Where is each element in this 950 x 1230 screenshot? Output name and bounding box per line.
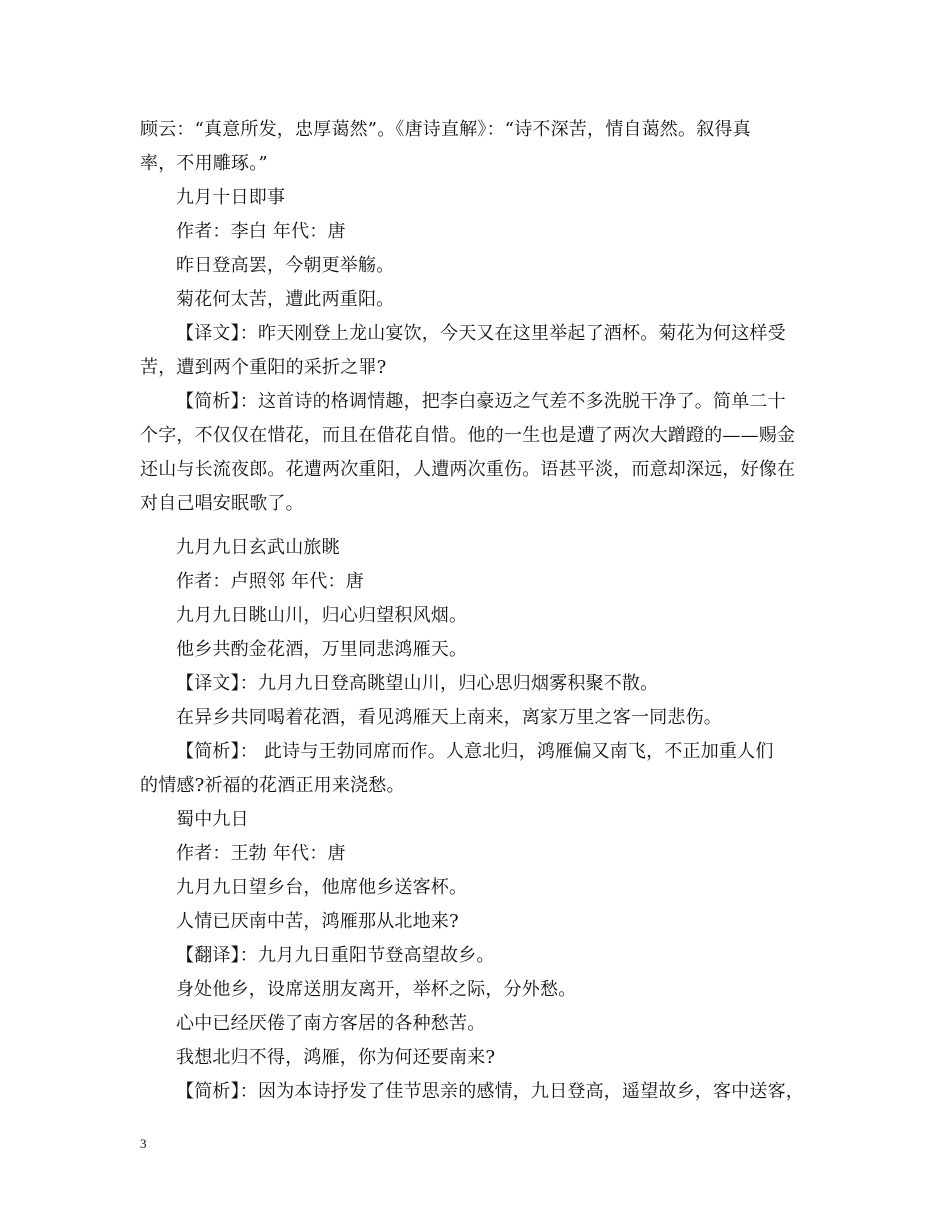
translation-paragraph: 【译文】：昨天刚登上龙山宴饮，今天又在这里举起了酒杯。菊花为何这样受 <box>176 323 786 344</box>
analysis-paragraph: 【简析】：因为本诗抒发了佳节思亲的感情，九日登高，遥望故乡，客中送客， <box>176 1081 804 1102</box>
analysis-paragraph: 【简析】：这首诗的格调情趣，把李白豪迈之气差不多洗脱干净了。简单二十 <box>176 391 786 412</box>
poem-verse: 九月九日眺山川，归心归望积风烟。 <box>176 605 468 626</box>
text-line: 个字，不仅仅在惜花，而且在借花自惜。他的一生也是遭了两次大蹭蹬的——赐金 <box>140 425 796 446</box>
poem-verse: 人情已厌南中苦，鸿雁那从北地来? <box>176 911 459 932</box>
text-line: 率，不用雕琢。” <box>140 153 268 174</box>
author-line: 作者：卢照邻 年代：唐 <box>176 571 364 592</box>
poem-verse: 昨日登高罢，今朝更举觞。 <box>176 255 395 276</box>
text-line: 苦，遭到两个重阳的采折之罪? <box>140 357 387 378</box>
translation-paragraph: 【译文】：九月九日登高眺望山川，归心思归烟雾积聚不散。 <box>176 673 659 694</box>
analysis-paragraph: 【简析】： 此诗与王勃同席而作。人意北归，鸿雁偏又南飞，不正加重人们 <box>176 741 774 762</box>
text-line: 身处他乡，设席送朋友离开，举杯之际，分外愁。 <box>176 979 577 1000</box>
author-line: 作者：李白 年代：唐 <box>176 221 346 242</box>
text-line: 在异乡共同喝着花酒，看见鸿雁天上南来，离家万里之客一同悲伤。 <box>176 707 722 728</box>
text-line: 的情感?祈福的花酒正用来浇愁。 <box>140 775 405 796</box>
text-line: 我想北归不得，鸿雁，你为何还要南来? <box>176 1047 496 1068</box>
poem-title: 九月十日即事 <box>176 187 286 208</box>
text-line: 顾云：“真意所发，忠厚蔼然”。《唐诗直解》：“诗不深苦，情自蔼然。叙得真 <box>140 119 751 140</box>
author-line: 作者：王勃 年代：唐 <box>176 843 346 864</box>
poem-verse: 九月九日望乡台，他席他乡送客杯。 <box>176 877 468 898</box>
poem-verse: 他乡共酌金花酒，万里同悲鸿雁天。 <box>176 639 468 660</box>
page-number: 3 <box>140 1136 147 1151</box>
text-line: 还山与长流夜郎。花遭两次重阳，人遭两次重伤。语甚平淡，而意却深远，好像在 <box>140 459 796 480</box>
poem-verse: 菊花何太苦，遭此两重阳。 <box>176 289 395 310</box>
text-line: 对自己唱安眠歌了。 <box>140 493 304 514</box>
poem-title: 蜀中九日 <box>176 809 249 830</box>
translation-paragraph: 【翻译】：九月九日重阳节登高望故乡。 <box>176 945 495 966</box>
poem-title: 九月九日玄武山旅眺 <box>176 537 340 558</box>
text-line: 心中已经厌倦了南方客居的各种愁苦。 <box>176 1013 486 1034</box>
